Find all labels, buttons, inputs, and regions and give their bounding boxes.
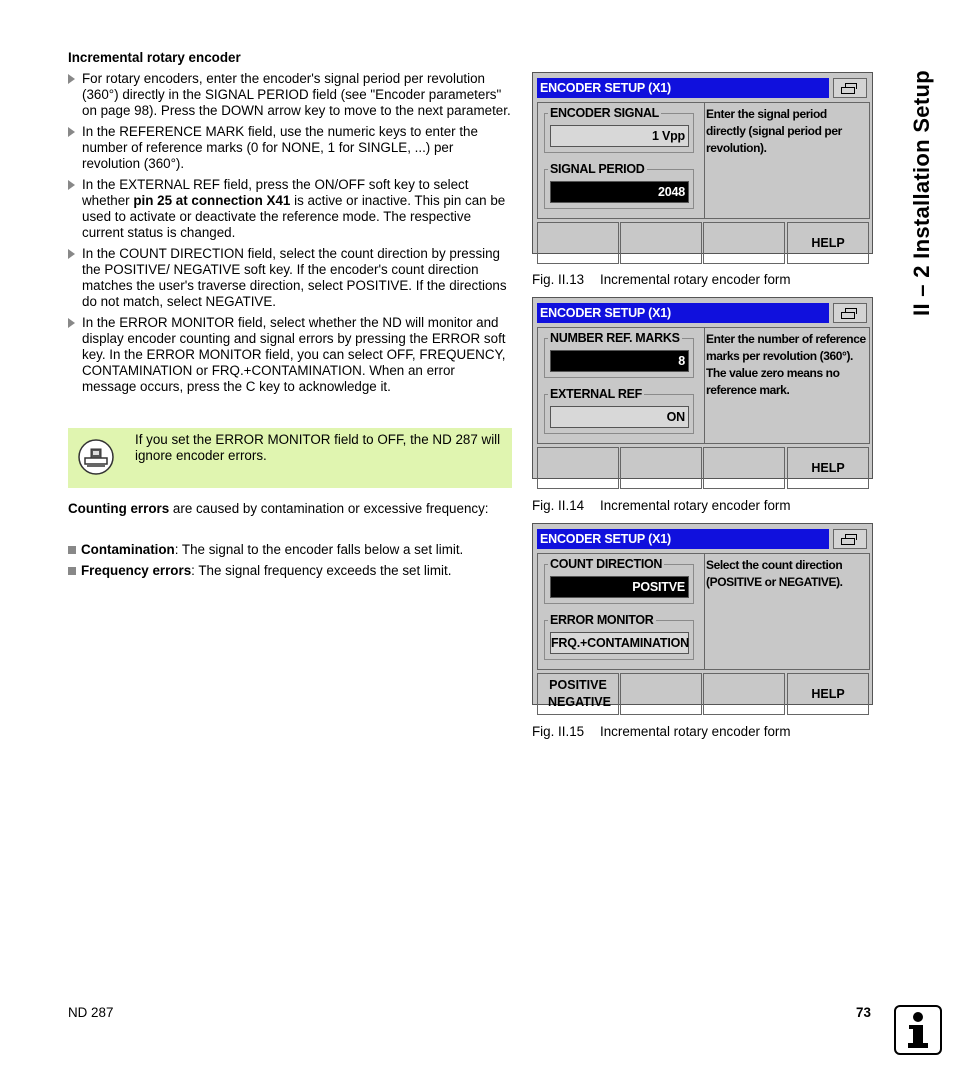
arrow-bullet-icon [68,249,75,259]
note-text: If you set the ERROR MONITOR field to OFF, the ND 287 will ignore encoder errors. [135,432,501,464]
window-switch-icon[interactable] [833,303,867,323]
figure-caption: Fig. II.13 Incremental rotary encoder form [532,272,791,287]
softkey-2[interactable] [620,673,702,715]
section-heading: Incremental rotary encoder [68,50,241,65]
encoder-signal-input[interactable]: 1 Vpp [550,125,689,147]
instruction-list [68,71,512,400]
softkey-3[interactable] [703,673,785,715]
arrow-bullet-icon [68,127,75,137]
list-item: Frequency errors: The signal frequency exceeds the set limit. [68,563,512,579]
list-item: Contamination: The signal to the encoder falls below a set limit. [68,542,512,558]
encoder-signal-field: ENCODER SIGNAL 1 Vpp [544,105,694,155]
count-direction-input[interactable]: POSITVE [550,576,689,598]
screen-title: ENCODER SETUP (X1) [537,303,829,323]
reference-marks-input[interactable]: 8 [550,350,689,372]
signal-period-input[interactable]: 2048 [550,181,689,203]
error-monitor-field: ERROR MONITOR FRQ.+CONTAMINATION [544,612,694,662]
screen-title: ENCODER SETUP (X1) [537,529,829,549]
softkey-bar [537,673,870,709]
footer-product: ND 287 [68,1005,114,1020]
figure-caption: Fig. II.15 Incremental rotary encoder form [532,724,791,739]
window-switch-icon[interactable] [833,529,867,549]
note-box [68,428,512,488]
info-icon [894,1005,942,1055]
help-softkey[interactable]: HELP [787,222,869,264]
softkey-bar [537,222,870,251]
arrow-bullet-icon [68,180,75,190]
counting-errors-paragraph: Counting errors are caused by contamination or excessive frequency: [68,501,489,516]
figure-caption: Fig. II.14 Incremental rotary encoder form [532,498,791,513]
help-text: Enter the number of reference marks per revolution (360°). The value zero means no reference mark. [706,332,866,397]
error-monitor-input[interactable]: FRQ.+CONTAMINATION [550,632,689,654]
softkey-1[interactable] [537,447,619,489]
softkey-bar [537,447,870,476]
keypad-note-icon [78,439,114,475]
softkey-3[interactable] [703,222,785,264]
softkey-2[interactable] [620,222,702,264]
window-switch-icon[interactable] [833,78,867,98]
positive-negative-softkey[interactable]: POSITIVE NEGATIVE [537,673,619,715]
chapter-side-tab [902,48,942,338]
error-type-list [68,542,512,584]
instruction-item: For rotary encoders, enter the encoder's signal period per revolution (360°) directly in the SIGNAL PERIOD field (see "Encoder parameters" on page 98). Press the DOWN arrow key to move to the next parameter. [68,71,512,120]
encoder-setup-screen-3 [532,523,873,709]
square-bullet-icon [68,567,76,575]
arrow-bullet-icon [68,318,75,328]
softkey-3[interactable] [703,447,785,489]
external-ref-input[interactable]: ON [550,406,689,428]
screen-form [537,102,870,219]
encoder-setup-screen-2 [532,297,873,479]
instruction-item: In the ERROR MONITOR field, select whether the ND will monitor and display encoder counting and signal errors by pressing the ERROR soft key. In the ERROR MONITOR field, you can select OFF, FREQUENCY, CONTAMINATION or FRQ.+CONTAMINATION. When an error message occurs, press the C key to acknowledge it. [68,315,512,396]
page-number: 73 [856,1005,871,1020]
instruction-item: In the REFERENCE MARK field, use the numeric keys to enter the number of reference marks (0 for NONE, 1 for SINGLE, ...) per revolution (360°). [68,124,512,173]
help-softkey[interactable]: HELP [787,673,869,715]
encoder-setup-screen-1 [532,72,873,254]
arrow-bullet-icon [68,74,75,84]
screen-title: ENCODER SETUP (X1) [537,78,829,98]
instruction-item: In the COUNT DIRECTION field, select the count direction by pressing the POSITIVE/ NEGATIVE soft key. If the encoder's count direction matches the user's traverse direction, select POSITIVE. If the directions do not match, select NEGATIVE. [68,246,512,311]
softkey-1[interactable] [537,222,619,264]
softkey-2[interactable] [620,447,702,489]
external-ref-field: EXTERNAL REF ON [544,386,694,436]
help-text: Select the count direction (POSITIVE or NEGATIVE). [706,558,843,589]
count-direction-field: COUNT DIRECTION POSITVE [544,556,694,606]
square-bullet-icon [68,546,76,554]
help-text: Enter the signal period directly (signal period per revolution). [706,107,842,155]
screen-form [537,327,870,444]
help-softkey[interactable]: HELP [787,447,869,489]
chapter-title: II – 2 Installation Setup [908,70,934,316]
signal-period-field: SIGNAL PERIOD 2048 [544,161,694,211]
screen-form [537,553,870,670]
reference-marks-field: NUMBER REF. MARKS 8 [544,330,694,380]
instruction-item: In the EXTERNAL REF field, press the ON/OFF soft key to select whether pin 25 at connection X41 is active or inactive. This pin can be used to activate or deactivate the reference mode. The respective current status is changed. [68,177,512,242]
